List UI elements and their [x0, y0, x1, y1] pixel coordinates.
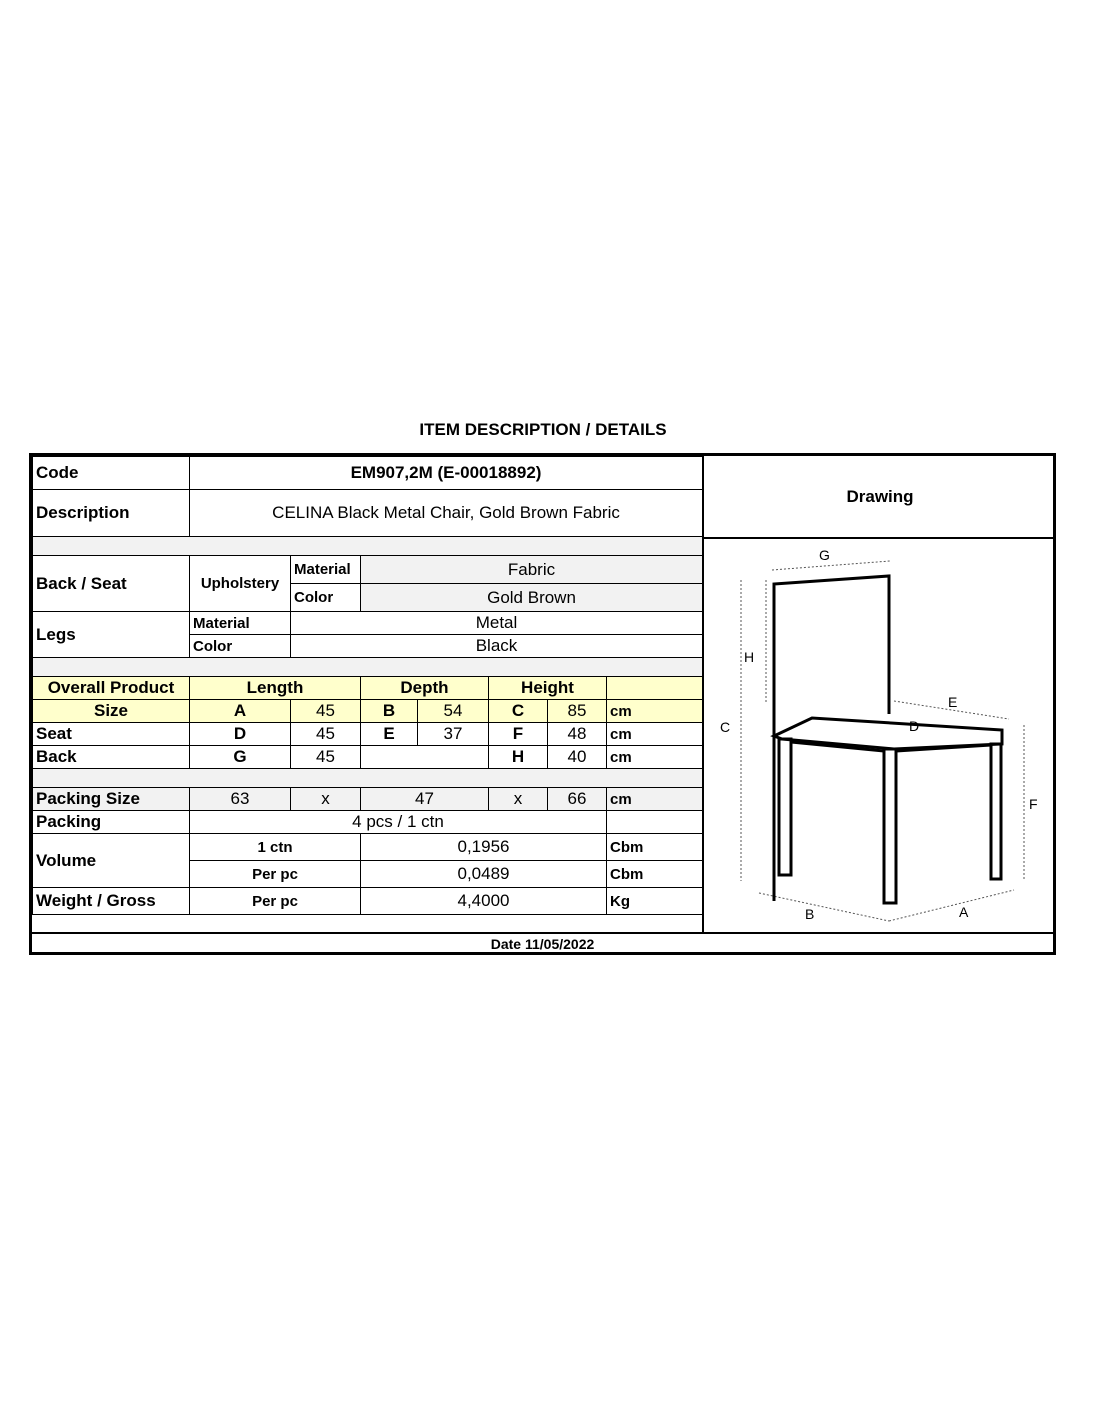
height-header: Height	[489, 677, 607, 700]
packing-size-c: 66	[548, 788, 607, 811]
back-seat-color-label: Color	[291, 584, 361, 612]
packing-value: 4 pcs / 1 ctn	[190, 811, 607, 834]
volume-value-ctn: 0,1956	[361, 834, 607, 861]
overall-size-label-1: Overall Product	[33, 677, 190, 700]
dim-letter-d: D	[190, 723, 291, 746]
chair-drawing	[702, 539, 1056, 932]
drawing-letter-c: C	[720, 719, 731, 735]
dim-line-b	[759, 893, 889, 921]
volume-value-pc: 0,0489	[361, 861, 607, 888]
volume-per-pc: Per pc	[190, 861, 361, 888]
separator-row	[33, 769, 703, 788]
drawing-letter-b: B	[805, 906, 815, 922]
dim-value-b: 54	[418, 700, 489, 723]
weight-value: 4,4000	[361, 888, 607, 915]
dim-letter-a: A	[190, 700, 291, 723]
dim-letter-h: H	[489, 746, 548, 769]
dim-blank	[361, 746, 489, 769]
back-seat-material-label: Material	[291, 556, 361, 584]
dim-value-d: 45	[291, 723, 361, 746]
packing-label: Packing	[33, 811, 190, 834]
dim-unit-seat: cm	[607, 723, 703, 746]
chair-leg-front-right	[884, 749, 896, 903]
spec-table	[32, 456, 703, 915]
packing-size-a: 63	[190, 788, 291, 811]
back-seat-label: Back / Seat	[33, 556, 190, 612]
description-label: Description	[33, 490, 190, 537]
date-footer: Date 11/05/2022	[32, 932, 1053, 954]
volume-unit-ctn: Cbm	[607, 834, 703, 861]
item-details-sheet	[29, 453, 1056, 955]
drawing-letter-f: F	[1029, 796, 1038, 812]
code-label: Code	[33, 457, 190, 490]
description-value: CELINA Black Metal Chair, Gold Brown Fabric	[190, 490, 703, 537]
dim-letter-b: B	[361, 700, 418, 723]
unit-header-blank	[607, 677, 703, 700]
dim-letter-f: F	[489, 723, 548, 746]
code-value: EM907,2M (E-00018892)	[190, 457, 703, 490]
back-label: Back	[33, 746, 190, 769]
upholstery-label: Upholstery	[190, 556, 291, 612]
chair-outline	[774, 576, 1002, 903]
drawing-header: Drawing	[702, 456, 1056, 539]
volume-label: Volume	[33, 834, 190, 888]
drawing-letter-e: E	[948, 694, 958, 710]
volume-unit-pc: Cbm	[607, 861, 703, 888]
legs-material-label: Material	[190, 612, 291, 635]
back-seat-color-value: Gold Brown	[361, 584, 703, 612]
packing-size-x1: x	[291, 788, 361, 811]
page-title: ITEM DESCRIPTION / DETAILS	[419, 420, 667, 439]
length-header: Length	[190, 677, 361, 700]
packing-size-b: 47	[361, 788, 489, 811]
packing-size-unit: cm	[607, 788, 703, 811]
packing-size-label: Packing Size	[33, 788, 190, 811]
legs-label: Legs	[33, 612, 190, 658]
chair-leg-back-right	[991, 744, 1001, 879]
dim-unit-back: cm	[607, 746, 703, 769]
dim-unit-overall: cm	[607, 700, 703, 723]
dim-line-g	[772, 561, 890, 570]
seat-label: Seat	[33, 723, 190, 746]
legs-color-label: Color	[190, 635, 291, 658]
legs-color-value: Black	[291, 635, 703, 658]
packing-size-x2: x	[489, 788, 548, 811]
dim-value-g: 45	[291, 746, 361, 769]
weight-per: Per pc	[190, 888, 361, 915]
legs-material-value: Metal	[291, 612, 703, 635]
dim-value-f: 48	[548, 723, 607, 746]
drawing-letter-g: G	[819, 547, 830, 563]
overall-size-label-2: Size	[33, 700, 190, 723]
dim-line-a	[889, 890, 1014, 921]
packing-unit-blank	[607, 811, 703, 834]
drawing-letter-a: A	[959, 904, 969, 920]
back-seat-material-value: Fabric	[361, 556, 703, 584]
drawing-letter-d: D	[909, 718, 920, 734]
weight-unit: Kg	[607, 888, 703, 915]
dim-letter-g: G	[190, 746, 291, 769]
dim-value-h: 40	[548, 746, 607, 769]
chair-diagram-svg	[704, 539, 1056, 932]
dim-letter-e: E	[361, 723, 418, 746]
separator-row	[33, 537, 703, 556]
dim-value-e: 37	[418, 723, 489, 746]
chair-leg-front-left	[779, 739, 791, 875]
weight-label: Weight / Gross	[33, 888, 190, 915]
dim-value-a: 45	[291, 700, 361, 723]
volume-per-ctn: 1 ctn	[190, 834, 361, 861]
depth-header: Depth	[361, 677, 489, 700]
dim-letter-c: C	[489, 700, 548, 723]
drawing-letter-h: H	[744, 649, 755, 665]
separator-row	[33, 658, 703, 677]
dim-value-c: 85	[548, 700, 607, 723]
